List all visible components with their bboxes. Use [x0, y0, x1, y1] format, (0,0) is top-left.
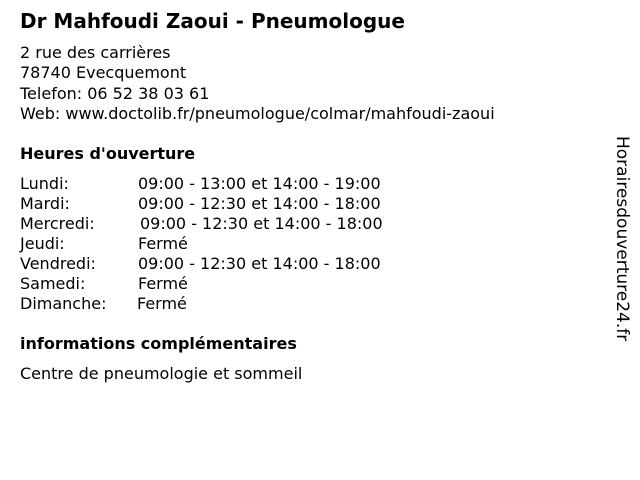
day-hours: 09:00 - 12:30 et 14:00 - 18:00	[138, 194, 381, 213]
day-hours: Fermé	[138, 274, 188, 293]
address-city: 78740 Evecquemont	[20, 63, 187, 83]
day-label: Mercredi:	[20, 214, 95, 233]
address-block	[20, 43, 495, 124]
hours-row-dimanche	[20, 294, 440, 314]
page-title: Dr Mahfoudi Zaoui - Pneumologue	[20, 9, 405, 33]
day-label: Jeudi:	[20, 234, 65, 253]
hours-row-samedi	[20, 274, 440, 294]
phone-number: Telefon: 06 52 38 03 61	[20, 83, 210, 103]
day-hours: 09:00 - 12:30 et 14:00 - 18:00	[138, 254, 381, 273]
info-heading: informations complémentaires	[20, 334, 297, 353]
day-label: Mardi:	[20, 194, 70, 213]
address-street: 2 rue des carrières	[20, 43, 171, 62]
hours-row-vendredi	[20, 254, 440, 274]
day-label: Lundi:	[20, 174, 69, 193]
day-hours: 09:00 - 12:30 et 14:00 - 18:00	[140, 214, 383, 233]
day-hours: Fermé	[137, 294, 187, 313]
day-label: Dimanche:	[20, 294, 107, 313]
info-text: Centre de pneumologie et sommeil	[20, 364, 303, 383]
hours-row-jeudi	[20, 234, 440, 254]
day-label: Samedi:	[20, 274, 86, 293]
hours-row-mardi	[20, 194, 440, 214]
day-hours: Fermé	[138, 234, 188, 253]
hours-row-lundi	[20, 174, 440, 194]
opening-hours-table	[20, 174, 440, 314]
hours-heading: Heures d'ouverture	[20, 144, 196, 163]
hours-row-mercredi	[20, 214, 440, 234]
day-hours: 09:00 - 13:00 et 14:00 - 19:00	[138, 174, 381, 193]
day-label: Vendredi:	[20, 254, 96, 273]
site-watermark: Horairesdouverture24.fr	[612, 136, 632, 342]
website-link: Web: www.doctolib.fr/pneumologue/colmar/mahfoudi-zaoui	[20, 103, 495, 123]
